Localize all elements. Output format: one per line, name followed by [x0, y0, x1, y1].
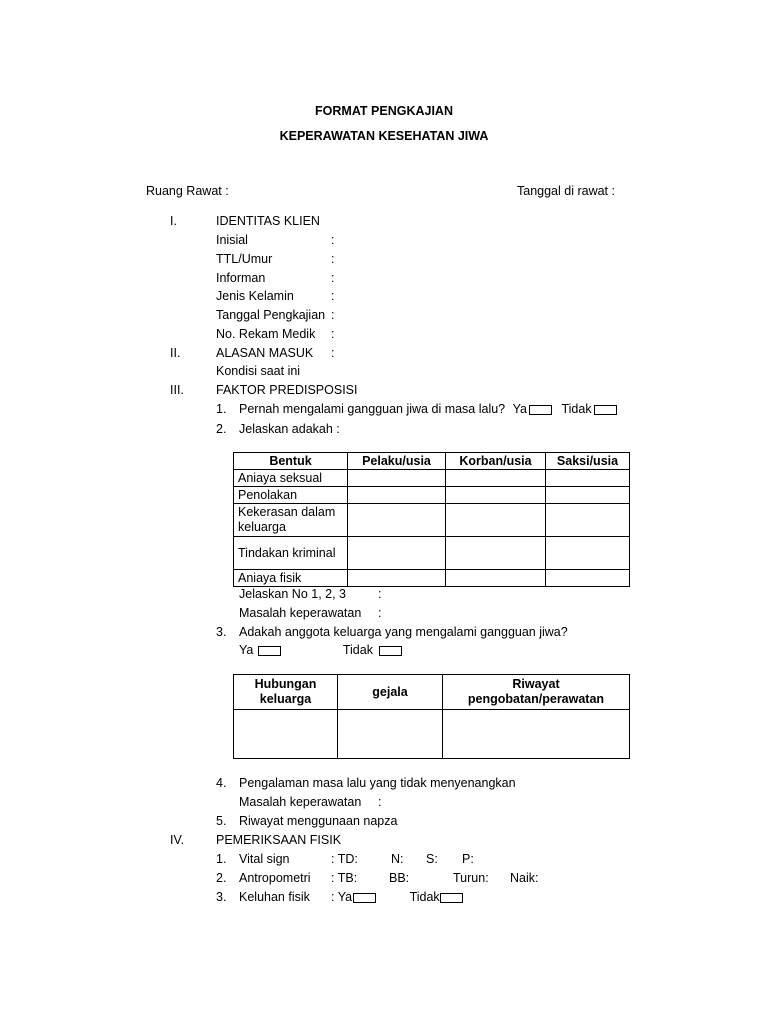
q1-text	[239, 402, 617, 417]
antropometri-turun: Turun:	[453, 871, 489, 885]
row-label: Kekerasan dalam keluarga	[234, 504, 348, 537]
ruang-rawat-label: Ruang Rawat :	[146, 184, 229, 198]
q3-number: 3.	[216, 625, 227, 639]
table-cell[interactable]	[546, 487, 630, 504]
antropometri-naik: Naik:	[510, 871, 539, 885]
row-label: Aniaya fisik	[234, 570, 348, 587]
keluhan-tidak-label: Tidak	[409, 890, 440, 904]
table-row	[234, 487, 630, 504]
vital-p: P:	[462, 852, 474, 866]
q4-number: 4.	[216, 776, 227, 790]
row-label: Aniaya seksual	[234, 470, 348, 487]
tanggal-rawat-label: Tanggal di rawat :	[517, 184, 615, 198]
table-cell[interactable]	[446, 504, 546, 537]
vital-label: Vital sign	[239, 852, 290, 866]
header-bentuk: Bentuk	[234, 453, 348, 470]
q1-number: 1.	[216, 402, 227, 416]
row-label: Penolakan	[234, 487, 348, 504]
q1-question: Pernah mengalami gangguan jiwa di masa lalu?	[239, 402, 506, 416]
q4-text: Pengalaman masa lalu yang tidak menyenangkan	[239, 776, 516, 790]
table-cell[interactable]	[338, 710, 443, 759]
q2-text: Jelaskan adakah :	[239, 422, 340, 436]
field-colon: :	[378, 587, 382, 601]
section-3-heading: FAKTOR PREDISPOSISI	[216, 383, 358, 397]
section-2-number: II.	[170, 346, 181, 360]
table-cell[interactable]	[546, 537, 630, 570]
masalah-label: Masalah keperawatan	[239, 606, 362, 620]
section-1-number: I.	[170, 214, 177, 228]
field-colon: :	[331, 233, 335, 247]
field-colon: :	[331, 252, 335, 266]
q2-number: 2.	[216, 422, 227, 436]
antropometri-tb: : TB:	[331, 871, 358, 885]
doc-title-line2: KEPERAWATAN KESEHATAN JIWA	[279, 129, 489, 143]
q3-ya-checkbox[interactable]	[258, 646, 281, 656]
q3-tidak-label: Tidak	[342, 643, 373, 657]
doc-title-line1: FORMAT PENGKAJIAN	[315, 104, 453, 118]
keluhan-label: Keluhan fisik	[239, 890, 310, 904]
jelaskan-label: Jelaskan No 1, 2, 3	[239, 587, 347, 601]
table-cell[interactable]	[546, 570, 630, 587]
q1-ya-label: Ya	[512, 402, 527, 416]
keluhan-ya-label: : Ya	[331, 890, 353, 904]
table-header-row	[234, 675, 630, 710]
table-row	[234, 470, 630, 487]
header-gejala: gejala	[338, 675, 443, 710]
q1-tidak-checkbox[interactable]	[594, 405, 617, 415]
q3-tidak-checkbox[interactable]	[379, 646, 402, 656]
field-colon: :	[378, 795, 382, 809]
header-korban: Korban/usia	[446, 453, 546, 470]
keluhan-ya-checkbox[interactable]	[353, 893, 376, 903]
field-jenis-kelamin: Jenis Kelamin	[216, 289, 294, 303]
section-3-number: III.	[170, 383, 184, 397]
field-colon: :	[331, 346, 335, 360]
vital-n: N:	[391, 852, 404, 866]
keluhan-tidak-checkbox[interactable]	[440, 893, 463, 903]
q3-options	[239, 643, 402, 658]
table-row	[234, 570, 630, 587]
table-cell[interactable]	[546, 504, 630, 537]
keluhan-options	[331, 890, 463, 905]
table-cell[interactable]	[348, 570, 446, 587]
antropometri-number: 2.	[216, 871, 227, 885]
section-4-heading: PEMERIKSAAN FISIK	[216, 833, 342, 847]
antropometri-bb: BB:	[389, 871, 410, 885]
table-header-row	[234, 453, 630, 470]
table-cell[interactable]	[446, 570, 546, 587]
field-colon: :	[331, 289, 335, 303]
header-hubungan: Hubungan keluarga	[234, 675, 338, 710]
field-informan: Informan	[216, 271, 266, 285]
vital-s: S:	[426, 852, 438, 866]
q3-ya-label: Ya	[239, 643, 254, 657]
table-row	[234, 537, 630, 570]
table-cell[interactable]	[348, 537, 446, 570]
table-cell[interactable]	[348, 504, 446, 537]
q1-ya-checkbox[interactable]	[529, 405, 552, 415]
abuse-table	[233, 452, 630, 587]
field-colon: :	[331, 308, 335, 322]
table-cell[interactable]	[546, 470, 630, 487]
field-inisial: Inisial	[216, 233, 248, 247]
table-cell[interactable]	[446, 487, 546, 504]
table-cell[interactable]	[348, 470, 446, 487]
keluhan-number: 3.	[216, 890, 227, 904]
field-colon: :	[331, 271, 335, 285]
q5-text: Riwayat menggunaan napza	[239, 814, 398, 828]
vital-td: : TD:	[331, 852, 358, 866]
field-ttl-umur: TTL/Umur	[216, 252, 273, 266]
vital-number: 1.	[216, 852, 227, 866]
section-1-heading: IDENTITAS KLIEN	[216, 214, 320, 228]
q3-text: Adakah anggota keluarga yang mengalami gangguan jiwa?	[239, 625, 568, 639]
row-label: Tindakan kriminal	[234, 537, 348, 570]
field-no-rekam-medik: No. Rekam Medik	[216, 327, 316, 341]
table-row	[234, 710, 630, 759]
section-4-number: IV.	[170, 833, 185, 847]
table-row	[234, 504, 630, 537]
table-cell[interactable]	[234, 710, 338, 759]
table-cell[interactable]	[443, 710, 630, 759]
field-tanggal-pengkajian: Tanggal Pengkajian	[216, 308, 326, 322]
table-cell[interactable]	[348, 487, 446, 504]
section-2-heading: ALASAN MASUK	[216, 346, 314, 360]
family-table	[233, 674, 630, 759]
table-cell[interactable]	[446, 470, 546, 487]
q4-masalah-label: Masalah keperawatan	[239, 795, 362, 809]
header-pelaku: Pelaku/usia	[348, 453, 446, 470]
field-colon: :	[331, 327, 335, 341]
kondisi-label: Kondisi saat ini	[216, 364, 301, 378]
q1-tidak-label: Tidak	[561, 402, 592, 416]
field-colon: :	[378, 606, 382, 620]
header-saksi: Saksi/usia	[546, 453, 630, 470]
q5-number: 5.	[216, 814, 227, 828]
table-cell[interactable]	[446, 537, 546, 570]
header-riwayat: Riwayat pengobatan/perawatan	[443, 675, 630, 710]
antropometri-label: Antropometri	[239, 871, 311, 885]
